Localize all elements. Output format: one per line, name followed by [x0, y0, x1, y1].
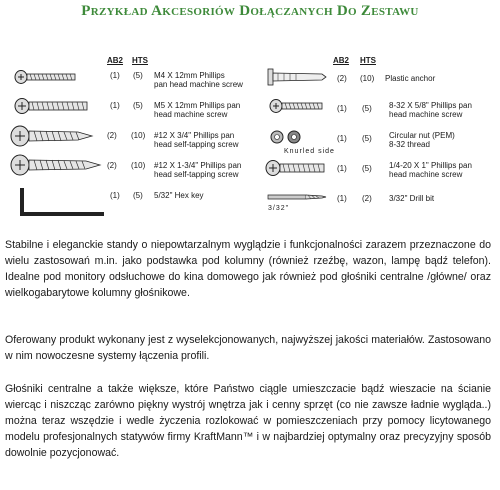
qty-hts-quarter-screw: (5)	[362, 164, 372, 173]
desc-m5: M5 X 12mm Phillips pan head machine screw	[154, 101, 241, 119]
qty-ab2-m4: (1)	[110, 71, 120, 80]
qty-ab2-nut: (1)	[337, 134, 347, 143]
qty-ab2-tap-short: (2)	[107, 131, 117, 140]
desc-anchor: Plastic anchor	[385, 74, 436, 83]
qty-hts-tap-short: (10)	[131, 131, 146, 140]
tapping-screw-long-icon	[8, 153, 103, 177]
desc-thread-screw: 8-32 X 5/8" Phillips pan head machine screw	[389, 101, 472, 119]
desc-tap-short: #12 X 3/4" Phillips pan head self-tapping screw	[154, 131, 239, 149]
column-header-ab2: AB2	[107, 56, 124, 65]
page-title: Przykład Akcesoriów Dołączanych Do Zestawu	[81, 3, 419, 19]
circular-nut-icon	[268, 128, 308, 146]
knurled-side-label: Knurled side	[284, 148, 335, 155]
qty-hts-tap-long: (10)	[131, 161, 146, 170]
drill-bit-icon	[266, 191, 328, 203]
desc-m4: M4 X 12mm Phillips pan head machine screw	[154, 71, 243, 89]
qty-hts-m4: (5)	[133, 71, 143, 80]
qty-hts-thread-screw: (5)	[362, 104, 372, 113]
qty-ab2-hex: (1)	[110, 191, 120, 200]
quarter-screw-icon	[264, 158, 330, 178]
desc-hex: 5/32" Hex key	[154, 191, 204, 200]
qty-ab2-anchor: (2)	[337, 74, 347, 83]
qty-ab2-thread-screw: (1)	[337, 104, 347, 113]
qty-hts-nut: (5)	[362, 134, 372, 143]
qty-ab2-quarter-screw: (1)	[337, 164, 347, 173]
m5-screw-icon	[12, 96, 92, 116]
qty-hts-hex: (5)	[133, 191, 143, 200]
column-header-hts-right: HTS	[360, 56, 376, 65]
tapping-screw-short-icon	[8, 124, 98, 148]
qty-hts-anchor: (10)	[360, 74, 375, 83]
plastic-anchor-icon	[266, 66, 328, 88]
column-header-ab2-right: AB2	[333, 56, 350, 65]
qty-ab2-drill: (1)	[337, 194, 347, 203]
desc-nut: Circular nut (PEM) 8-32 thread	[389, 131, 455, 149]
hex-key-icon	[18, 186, 108, 220]
qty-hts-drill: (2)	[362, 194, 372, 203]
desc-quarter-screw: 1/4-20 X 1" Phillips pan head machine screw	[389, 161, 472, 179]
column-header-hts: HTS	[132, 56, 148, 65]
paragraph-materials: Oferowany produkt wykonany jest z wyselekcjonowanych, najwyższej jakości materiałów. Zastosowano w nim nowoczesne systemy łączenia profili.	[5, 334, 491, 362]
drill-size-label: 3/32"	[268, 205, 290, 212]
thread-screw-icon	[268, 97, 330, 115]
qty-ab2-m5: (1)	[110, 101, 120, 110]
paragraph-intro: Stabilne i eleganckie standy o niepowtarzalnym wyglądzie i funkcjonalności zarazem przeznaczone do wielu zastosowań m.in. jako podstawka pod kolumny (również rzeźbę, wazon, lampę bądź telefon). Idealne pod monitory odsłuchowe do kina domowego jak również pod głośniki centralne /główne/ oraz wielkogabarytowe kolumny głośnikowe.	[5, 239, 491, 299]
m4-screw-icon	[12, 68, 82, 86]
desc-tap-long: #12 X 1-3/4" Phillips pan head self-tapping screw	[154, 161, 242, 179]
paragraph-speakers: Głośniki centralne a także większe, które Państwo ciągle umieszczacie bądź wieszacie na ścianie wiercąc i niszcząc zarówno piękny wystrój wnętrza jak i cenny sprzęt (co nie zawsze ładnie wygląda..) można teraz wszędzie i wedle życzenia rozlokować w pomieszczeniach przy pomocy licytowanego modelu profesjonalnych statywów firmy KraftMann™ i w najbardziej optymalny oraz precyzyjny sposób dowolnie pozycjonować.	[5, 383, 491, 459]
qty-hts-m5: (5)	[133, 101, 143, 110]
desc-drill: 3/32" Drill bit	[389, 194, 435, 203]
qty-ab2-tap-long: (2)	[107, 161, 117, 170]
